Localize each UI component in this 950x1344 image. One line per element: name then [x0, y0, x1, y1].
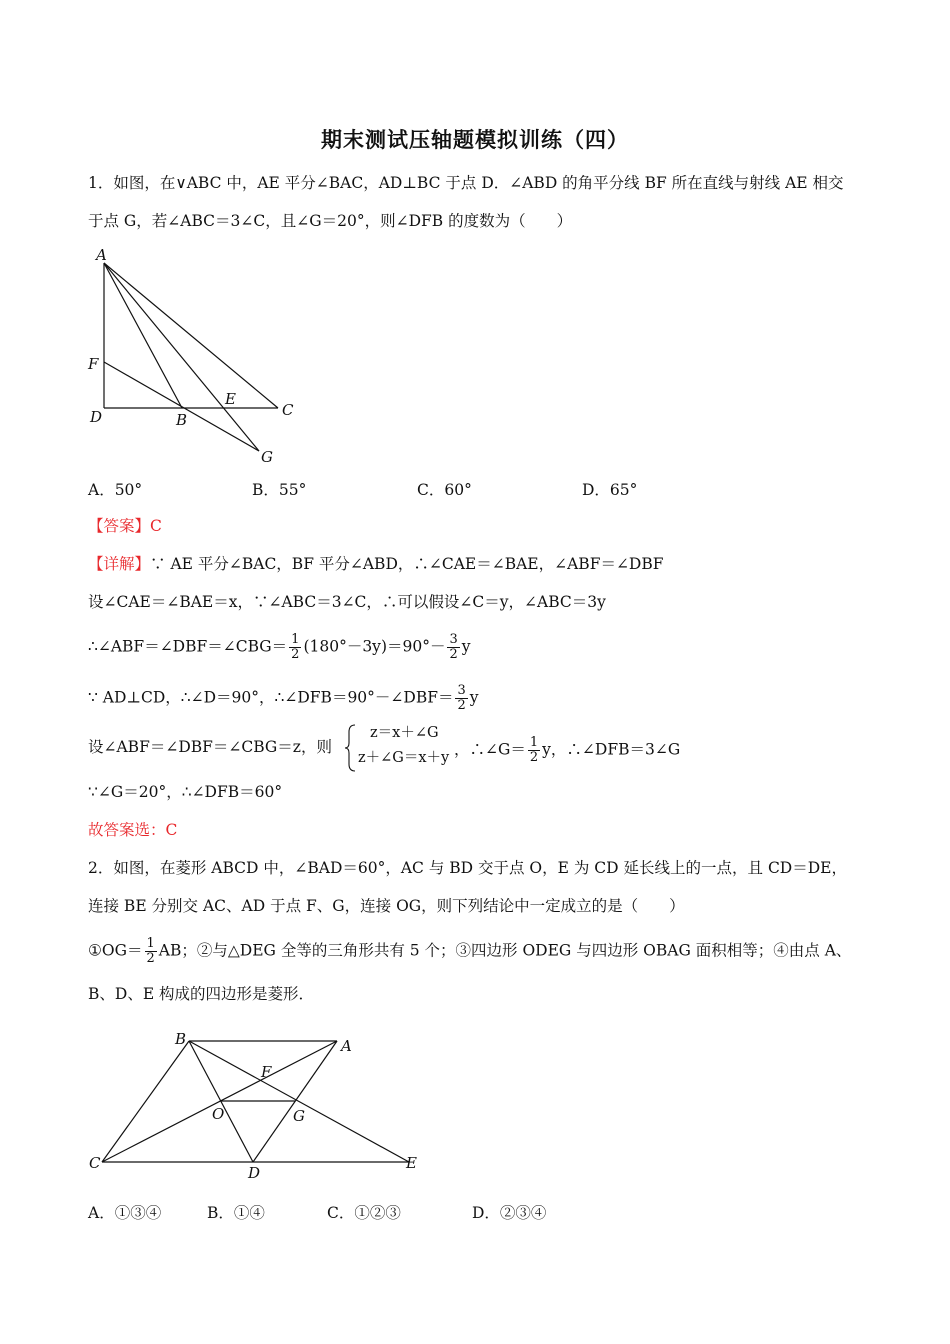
frac-denominator: 2 — [449, 647, 458, 662]
q1-label-A: A — [96, 246, 107, 264]
q1-label-B: B — [176, 411, 188, 429]
q2-segment-BC — [102, 1041, 189, 1162]
q2-stem-line1: 2．如图，在菱形 ABCD 中，∠BAD＝60°，AC 与 BD 交于点 O，E 为 CD 延长线上的一点，且 CD＝DE， — [88, 859, 847, 877]
q1-segment-AC — [104, 263, 278, 408]
frac-denominator: 2 — [457, 698, 466, 713]
q1-solution-line5 — [88, 736, 332, 758]
q2-label-G: G — [293, 1107, 305, 1125]
q1-sol3-part-a: ∴∠ABF＝∠DBF＝∠CBG＝ — [88, 637, 288, 656]
frac-denominator: 2 — [529, 750, 539, 765]
q1-sol5-part-c: y，∴∠DFB＝3∠G — [542, 740, 681, 759]
brace-icon — [344, 724, 358, 772]
q1-solution-line6: ∵∠G＝20°，∴∠DFB＝60° — [88, 783, 283, 801]
q2-option-b: B．①④ — [207, 1204, 265, 1222]
q1-sol5-part-b: ，∴∠G＝ — [454, 740, 526, 759]
frac-numerator: 1 — [291, 632, 300, 647]
q2-stem-line2: 连接 BE 分别交 AC、AD 于点 F、G，连接 OG，则下列结论中一定成立的是（ ） — [88, 897, 685, 915]
q2-option-a: A．①③④ — [88, 1204, 162, 1222]
q2-line3-part-a: ①OG＝ — [88, 941, 143, 960]
frac-numerator: 3 — [457, 683, 466, 698]
q1-final-answer: 故答案选：C — [88, 821, 178, 839]
frac-denominator: 2 — [146, 951, 155, 966]
q2-line3-part-b: AB；②与△DEG 全等的三角形共有 5 个；③四边形 ODEG 与四边形 OBAG 面积相等；④由点 A、 — [158, 941, 852, 960]
q1-solution-line1 — [88, 553, 664, 575]
q2-figure — [85, 1025, 430, 1185]
q1-solution-line3 — [88, 633, 471, 662]
q1-segment-AB — [104, 263, 182, 408]
q1-label-D: D — [90, 408, 103, 426]
q2-option-c: C．①②③ — [327, 1204, 401, 1222]
q1-detail-tag: 【详解】 — [88, 555, 151, 573]
q2-stem-line4: B、D、E 构成的四边形是菱形． — [88, 985, 315, 1003]
q1-system-eq2: z＋∠G＝x＋y — [358, 750, 450, 766]
q2-stem-line3 — [88, 937, 851, 966]
q2-label-O: O — [212, 1105, 225, 1123]
q2-label-C: C — [89, 1154, 101, 1172]
q2-label-D: D — [248, 1164, 261, 1182]
q1-sol3-frac-half — [289, 633, 301, 662]
frac-numerator: 1 — [146, 936, 155, 951]
q1-sol4-part-b: y — [469, 688, 479, 707]
q1-stem-line2: 于点 G，若∠ABC＝3∠C，且∠G＝20°，则∠DFB 的度数为（ ） — [88, 212, 573, 230]
q2-label-B: B — [175, 1030, 187, 1048]
q1-figure — [85, 245, 305, 470]
q1-sol3-part-c: y — [461, 637, 471, 656]
q2-segment-AC — [102, 1041, 337, 1162]
frac-denominator: 2 — [291, 647, 300, 662]
page-title: 期末测试压轴题模拟训练（四） — [321, 127, 629, 152]
q1-option-d: D．65° — [582, 481, 638, 499]
q2-label-A: A — [341, 1037, 352, 1055]
q1-option-c: C．60° — [417, 481, 472, 499]
q1-solution-line1-text: ∵ AE 平分∠BAC，BF 平分∠ABD，∴∠CAE＝∠BAE，∠ABF＝∠DBF — [150, 555, 664, 573]
q1-option-b: B．55° — [252, 481, 307, 499]
q1-stem-line1: 1．如图，在∨ABC 中，AE 平分∠BAC，AD⊥BC 于点 D．∠ABD 的角平分线 BF 所在直线与射线 AE 相交 — [88, 174, 844, 192]
q1-sol3-part-b: (180°－3y)＝90°－ — [303, 637, 446, 656]
q2-label-F: F — [261, 1063, 272, 1081]
frac-numerator: 3 — [449, 632, 458, 647]
q1-solution-line2: 设∠CAE＝∠BAE＝x，∵∠ABC＝3∠C，∴可以假设∠C＝y，∠ABC＝3y — [88, 593, 606, 611]
q2-frac-half — [145, 937, 157, 966]
q1-option-a: A．50° — [88, 481, 143, 499]
q1-sol5-part-a: 设∠ABF＝∠DBF＝∠CBG＝z，则 — [88, 738, 332, 756]
q1-answer: 【答案】C — [88, 517, 162, 535]
q1-sol3-frac-three-half — [447, 633, 459, 662]
q1-solution-line4 — [88, 684, 479, 713]
q1-label-C: C — [282, 401, 294, 419]
q1-system-eq1: z＝x＋∠G — [370, 725, 439, 741]
q1-sol5-frac-half — [528, 736, 540, 765]
q2-option-d: D．②③④ — [472, 1204, 547, 1222]
frac-numerator: 1 — [529, 735, 539, 750]
q1-label-F: F — [88, 355, 99, 373]
q1-sol4-part-a: ∵ AD⊥CD，∴∠D＝90°，∴∠DFB＝90°－∠DBF＝ — [88, 688, 454, 707]
q1-label-E: E — [225, 390, 236, 408]
q1-sol4-frac-three-half — [455, 684, 467, 713]
q1-solution-line5-right — [454, 736, 680, 765]
q2-label-E: E — [406, 1154, 417, 1172]
q1-label-G: G — [261, 448, 273, 466]
